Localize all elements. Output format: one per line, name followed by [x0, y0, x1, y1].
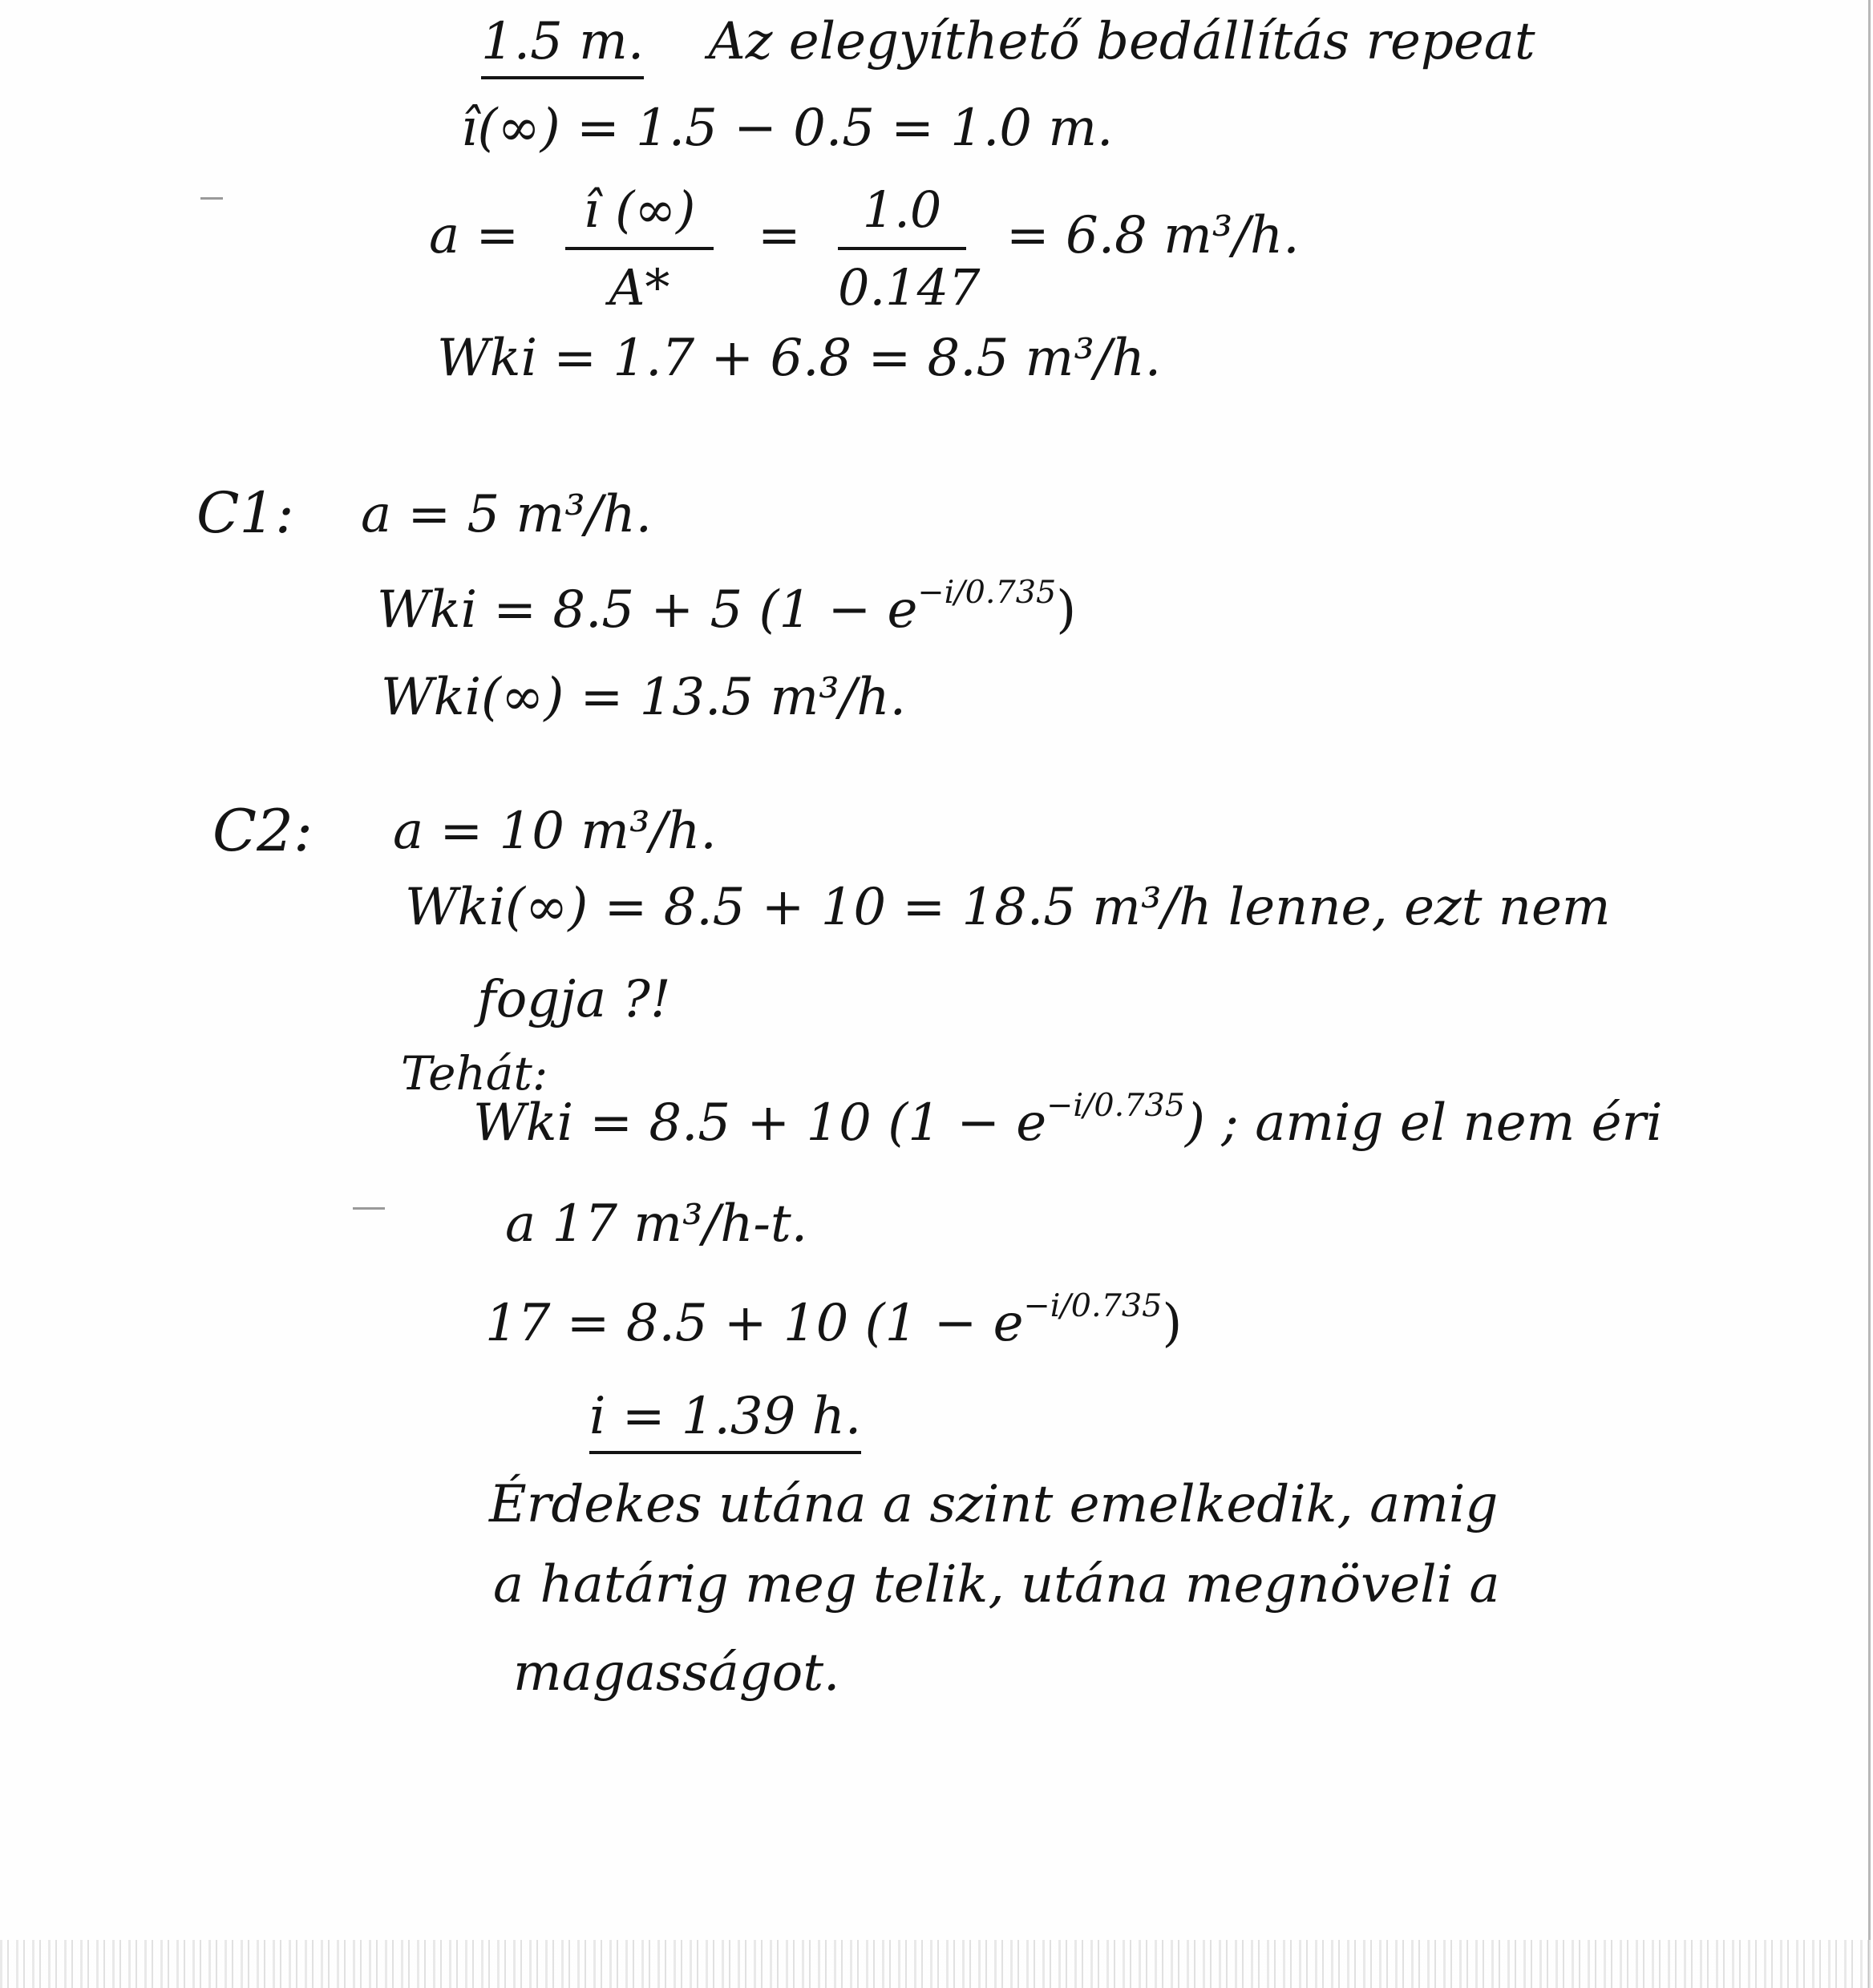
height-value: 1.5 m.	[481, 12, 644, 79]
c2-wki-formula	[473, 1087, 1663, 1153]
c2-label: C2:	[212, 797, 314, 864]
line-2: î(∞) = 1.5 − 0.5 = 1.0 m.	[461, 99, 1114, 158]
c2-equation-close: )	[1162, 1293, 1183, 1353]
fraction-numeric-num: 1.0	[862, 180, 942, 239]
c2-wki-base: Wki = 8.5 + 10 (1 − e	[473, 1093, 1047, 1153]
c1-wki-exponent: −i/0.735	[917, 574, 1057, 611]
c2-wki-exponent: −i/0.735	[1046, 1087, 1185, 1124]
fraction-numeric-den: 0.147	[838, 258, 981, 317]
line-1	[481, 12, 1535, 71]
c1-wki-inf: Wki(∞) = 13.5 m³/h.	[381, 668, 906, 727]
c1-wki-base: Wki = 8.5 + 5 (1 − e	[377, 580, 918, 640]
c2-target: a 17 m³/h-t.	[505, 1194, 808, 1254]
c1-label: C1:	[196, 480, 294, 546]
c2-equation	[485, 1287, 1183, 1353]
fraction-lhs: a =	[429, 206, 520, 265]
c2-result	[589, 1387, 862, 1446]
c2-wki-inf: Wki(∞) = 8.5 + 10 = 18.5 m³/h lenne, ezt nem	[405, 878, 1611, 937]
c2-wki-tail: ) ; amig el nem éri	[1184, 1093, 1663, 1153]
fraction-equals: =	[758, 206, 801, 265]
c2-tehat: Tehát:	[401, 1046, 548, 1101]
fraction-symbolic	[565, 180, 714, 317]
c2-note-2: a határig meg telik, utána megnöveli a	[493, 1555, 1500, 1614]
c1-wki	[377, 574, 1077, 640]
margin-mark-bottom	[353, 1207, 385, 1210]
c1-a: a = 5 m³/h.	[361, 485, 652, 544]
fraction-result: = 6.8 m³/h.	[1006, 206, 1300, 265]
c2-equation-base: 17 = 8.5 + 10 (1 − e	[485, 1293, 1024, 1353]
wki-main: Wki = 1.7 + 6.8 = 8.5 m³/h.	[437, 329, 1162, 388]
c2-note-1: Érdekes utána a szint emelkedik, amig	[489, 1475, 1499, 1534]
c2-note-3: magasságot.	[513, 1643, 840, 1703]
result-value: i = 1.39 h.	[589, 1387, 861, 1454]
c2-equation-exponent: −i/0.735	[1023, 1287, 1163, 1324]
fraction-symbolic-den: A*	[609, 258, 670, 317]
line-1-text: Az elegyíthető bedállítás repeat	[708, 12, 1535, 71]
page-edge	[1868, 0, 1871, 1988]
scan-noise-strip	[0, 1940, 1873, 1988]
c2-a: a = 10 m³/h.	[393, 802, 717, 861]
c2-continuation: fogja ?!	[477, 970, 671, 1029]
c1-wki-close: )	[1056, 580, 1077, 640]
fraction-symbolic-num: î (∞)	[583, 180, 696, 239]
fraction-numeric	[838, 180, 981, 317]
margin-mark-top	[200, 197, 223, 200]
